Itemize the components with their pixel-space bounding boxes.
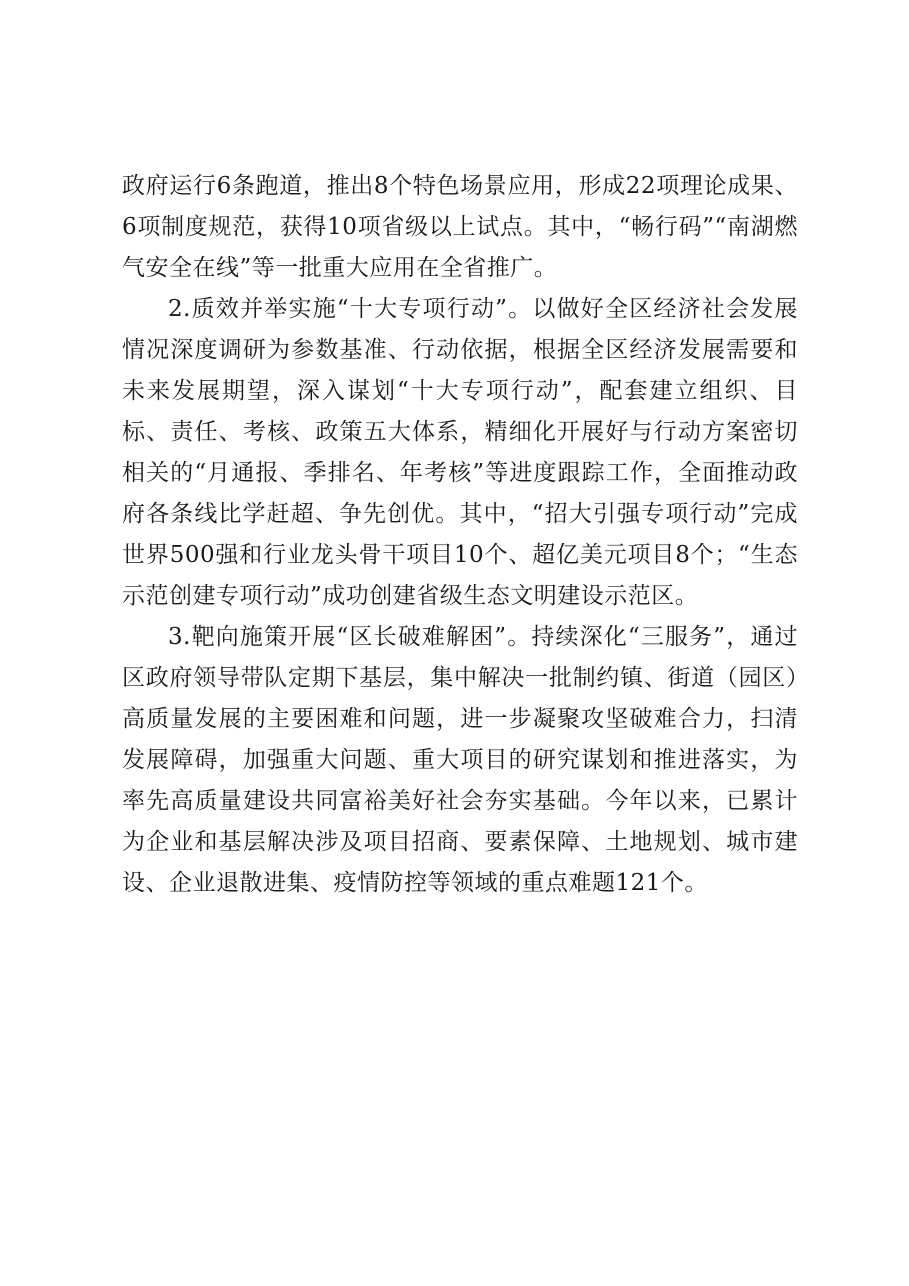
document-body <box>122 166 798 904</box>
paragraph-continuation: 政府运行6条跑道，推出8个特色场景应用，形成22项理论成果、6项制度规范，获得10项省级以上试点。其中，“畅行码”“南湖燃气安全在线”等一批重大应用在全省推广。 <box>122 173 798 281</box>
paragraph-section-3: 3.靶向施策开展“区长破难解困”。持续深化“三服务”，通过区政府领导带队定期下基层，集中解决一批制约镇、街道（园区）高质量发展的主要困难和问题，进一步凝聚攻坚破难合力，扫清发展障碍，加强重大问题、重大项目的研究谋划和推进落实，为率先高质量建设共同富裕美好社会夯实基础。今年以来，已累计为企业和基层解决涉及项目招商、要素保障、土地规划、城市建设、企业退散进集、疫情防控等领域的重点难题121个。 <box>122 624 798 896</box>
paragraph-section-2: 2.质效并举实施“十大专项行动”。以做好全区经济社会发展情况深度调研为参数基准、行动依据，根据全区经济发展需要和未来发展期望，深入谋划“十大专项行动”，配套建立组织、目标、责任、考核、政策五大体系，精细化开展好与行动方案密切相关的“月通报、季排名、年考核”等进度跟踪工作，全面推动政府各条线比学赶超、争先创优。其中，“招大引强专项行动”完成世界500强和行业龙头骨干项目10个、超亿美元项目8个；“生态示范创建专项行动”成功创建省级生态文明建设示范区。 <box>122 296 798 609</box>
